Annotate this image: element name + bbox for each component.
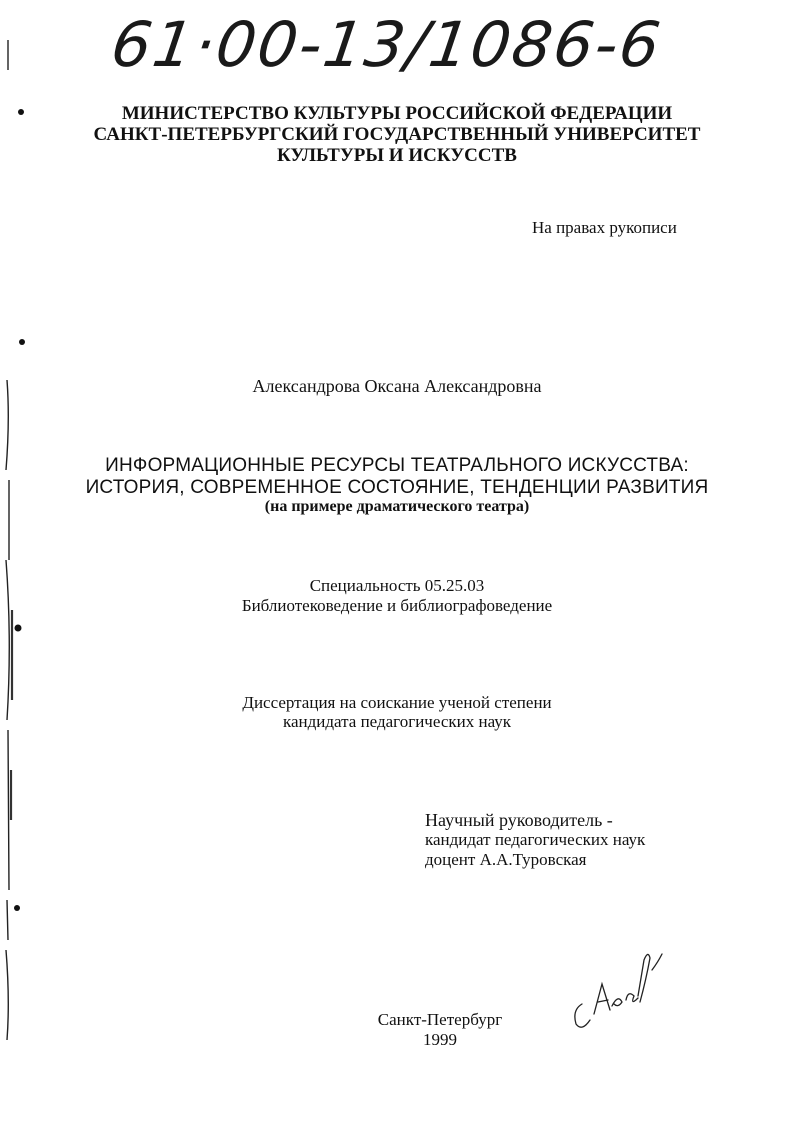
title-line-1: ИНФОРМАЦИОННЫЕ РЕСУРСЫ ТЕАТРАЛЬНОГО ИСКУССТВА:: [105, 455, 689, 476]
signature: [568, 940, 668, 1035]
footer-block: [365, 1010, 515, 1050]
year: 1999: [423, 1030, 457, 1049]
institution-header: [0, 103, 794, 166]
title-line-2: ИСТОРИЯ, СОВРЕМЕННОЕ СОСТОЯНИЕ, ТЕНДЕНЦИИ РАЗВИТИЯ: [85, 477, 709, 498]
supervisor-block: [425, 810, 645, 870]
thesis-subtitle: (на примере драматического театра): [264, 498, 530, 515]
degree-line-2: кандидата педагогических наук: [282, 712, 512, 731]
author-name: Александрова Оксана Александровна: [252, 376, 542, 396]
thesis-title: [0, 455, 794, 499]
university-line: САНКТ-ПЕТЕРБУРГСКИЙ ГОСУДАРСТВЕННЫЙ УНИВЕРСИТЕТ: [93, 124, 701, 145]
archive-number: 61·00-13/1086-6: [106, 8, 667, 81]
scan-edge-marks: [0, 0, 30, 1139]
supervisor-name: доцент А.А.Туровская: [425, 850, 587, 869]
ministry-line: МИНИСТЕРСТВО КУЛЬТУРЫ РОССИЙСКОЙ ФЕДЕРАЦИИ: [121, 103, 673, 124]
supervisor-degree: кандидат педагогических наук: [425, 830, 646, 849]
supervisor-heading: Научный руководитель -: [425, 810, 613, 830]
specialty-code: Специальность 05.25.03: [309, 576, 485, 595]
rights-note: На правах рукописи: [532, 218, 677, 237]
degree-block: [0, 693, 794, 731]
specialty-name: Библиотековедение и библиографоведение: [241, 596, 553, 615]
specialty-block: [0, 576, 794, 616]
degree-line-1: Диссертация на соискание ученой степени: [242, 693, 552, 712]
city: Санкт-Петербург: [377, 1010, 503, 1029]
university-line-2: КУЛЬТУРЫ И ИСКУССТВ: [277, 145, 517, 166]
